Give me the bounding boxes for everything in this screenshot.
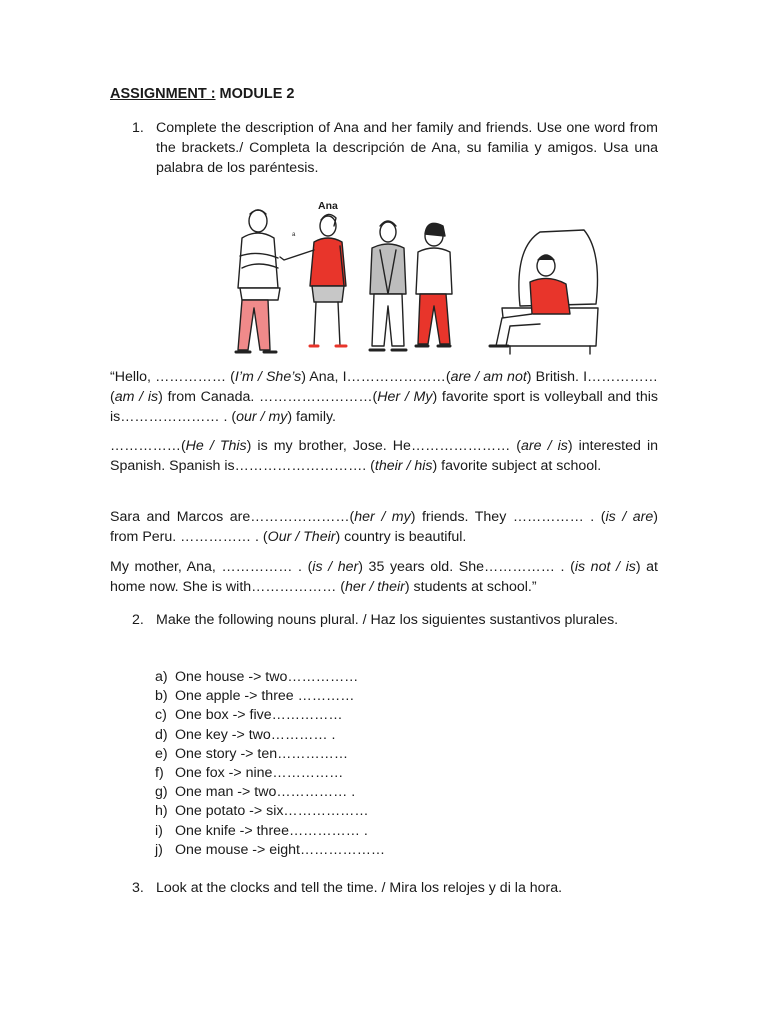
list-item-letter: a) — [155, 669, 168, 685]
p1-s2: ) Ana, I…………………( — [301, 369, 451, 385]
paragraph-mother — [110, 558, 658, 598]
list-item-text: One apple -> three ………… — [175, 688, 355, 705]
family-illustration — [220, 196, 610, 358]
list-item-letter: g) — [155, 784, 168, 801]
list-item-text: One house -> two…………… — [175, 669, 359, 685]
p2-s4: ) interested in Spanish. Spanish is………………………. ( — [110, 438, 658, 474]
p1-s8: ) favorite sport is volleyball and this is………………… . ( — [110, 388, 659, 425]
p4-s6: ) students at school.” — [404, 578, 537, 595]
p1-s10: ) family. — [287, 408, 336, 425]
p1-s0: “Hello, …………… ( — [110, 369, 235, 385]
question-2-instructions: Make the following nouns plural. / Haz los siguientes sustantivos plurales. — [156, 612, 619, 628]
p3-s6: ) country is beautiful. — [335, 528, 467, 545]
p3-s1: her / my — [354, 509, 411, 525]
mother-figure — [490, 230, 598, 354]
paragraph-hello — [110, 368, 658, 427]
list-item-letter: j) — [155, 841, 163, 858]
assignment-title — [110, 86, 294, 102]
ana-label: Ana — [318, 200, 338, 212]
question-1-number: 1. — [132, 120, 144, 136]
p3-s2: ) friends. They …………… . ( — [410, 509, 606, 525]
p4-s0: My mother, Ana, …………… . ( — [110, 559, 313, 575]
list-item-text: One knife -> three…………… . — [175, 822, 368, 839]
assignment-title-label: ASSIGNMENT : — [110, 86, 216, 102]
brother-figure — [236, 210, 280, 352]
p4-s1: is / her — [312, 559, 359, 575]
list-item-letter: c) — [155, 707, 167, 724]
list-item-letter: b) — [155, 688, 168, 705]
list-item-letter: e) — [155, 745, 168, 762]
svg-text:a: a — [292, 232, 296, 238]
p3-s3: is / are — [605, 509, 654, 525]
p1-s4: ) British. I…………… ( — [110, 369, 658, 405]
p3-s5: Our / Their — [267, 528, 336, 545]
p3-s4: ) from Peru. …………… . ( — [110, 509, 658, 545]
list-item — [155, 726, 385, 745]
list-item — [155, 841, 385, 860]
list-item-letter: h) — [155, 803, 168, 820]
p2-s0: ……………( — [110, 438, 186, 454]
p2-s6: ) favorite subject at school. — [432, 457, 602, 474]
p1-s9: our / my — [236, 408, 288, 425]
paragraph-friends — [110, 508, 658, 548]
p2-s5: their / his — [374, 457, 433, 474]
question-3-instructions: Look at the clocks and tell the time. / Mira los relojes y di la hora. — [156, 880, 563, 896]
p4-s3: is not / is — [574, 559, 636, 575]
list-item-text: One box -> five…………… — [175, 707, 343, 724]
question-1-instructions: Complete the description of Ana and her family and friends. Use one word from the brackets./ Completa la descripción de Ana, su familia y amigos. Usa una palabra de los paréntesis. — [156, 120, 658, 176]
list-item-letter: f) — [155, 764, 164, 781]
p1-s6: ) from Canada. ……………………( — [158, 388, 378, 405]
list-item — [155, 783, 385, 802]
p2-s1: He / This — [185, 438, 247, 454]
plural-list — [155, 668, 385, 860]
sara-figure — [416, 223, 452, 346]
marcos-figure — [370, 221, 406, 350]
assignment-title-module: MODULE 2 — [215, 86, 295, 102]
list-item-letter: d) — [155, 726, 168, 743]
list-item-text: One potato -> six……………… — [175, 803, 369, 820]
list-item-text: One story -> ten…………… — [175, 745, 349, 762]
ana-figure — [280, 214, 346, 346]
p1-s3: are / am not — [450, 369, 527, 385]
question-3-number: 3. — [132, 880, 144, 896]
list-item — [155, 668, 385, 687]
p1-s7: Her / My — [377, 388, 433, 405]
p2-s2: ) is my brother, Jose. He………………… ( — [246, 438, 522, 454]
list-item-text: One fox -> nine…………… — [175, 764, 344, 781]
p4-s4: ) at home now. She is with……………… ( — [110, 559, 658, 595]
list-item-text: One mouse -> eight……………… — [175, 841, 386, 858]
list-item — [155, 802, 385, 821]
p1-s1: I’m / She’s — [234, 369, 302, 385]
p1-s5: am / is — [114, 388, 159, 405]
list-item-text: One key -> two………… . — [175, 726, 336, 743]
list-item-text: One man -> two…………… . — [175, 784, 356, 801]
list-item — [155, 706, 385, 725]
p4-s2: ) 35 years old. She…………… . ( — [358, 559, 575, 575]
p2-s3: are / is — [521, 438, 568, 454]
question-2-number: 2. — [132, 612, 144, 628]
p3-s0: Sara and Marcos are…………………( — [110, 509, 355, 525]
list-item — [155, 822, 385, 841]
list-item — [155, 745, 385, 764]
paragraph-brother — [110, 437, 658, 477]
p4-s5: her / their — [344, 578, 405, 595]
list-item-letter: i) — [155, 822, 163, 839]
list-item — [155, 687, 385, 706]
list-item — [155, 764, 385, 783]
